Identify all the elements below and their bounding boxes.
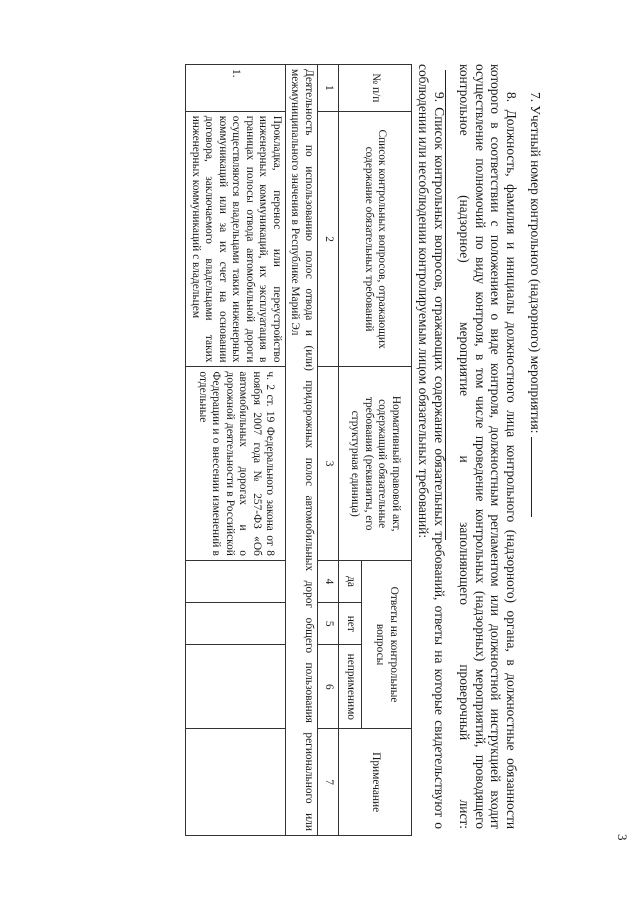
row-normative-act: ч. 2 ст. 19 Федерального закона от 8 ноября 2007 года № 257-ФЗ «Об автомобильных дорогах и о дорожной деятельности в Российской Федерации и о внесении изменений в отдельные — [186, 367, 286, 560]
page-number: 3 — [615, 834, 630, 841]
column-number-row — [318, 65, 339, 836]
item-8-text: 8. Должность, фамилия и инициалы должностного лица контрольного (надзорного) органа, в должностные обязанности которого в соответствии с положением о виде контроля, должностным регламентом или должностной инструкцией входит осуществление полномочий по виду контроля, в том числе проведение контрольных (надзорных) мероприятий, проводящего контрольное (надзорное) мероприятие и заполняющего проверочный лист: — [457, 64, 519, 829]
column-number: 2 — [318, 111, 339, 367]
answer-na-cell[interactable] — [186, 645, 286, 729]
header-note: Примечание — [339, 729, 412, 836]
header-question-list: Список контрольных вопросов, отражающих содержание обязательных требований — [339, 111, 412, 367]
column-number: 7 — [318, 729, 339, 836]
header-no: нет — [339, 603, 362, 645]
column-number: 4 — [318, 560, 339, 602]
row-question: Прокладка, перенос или переустройство инженерных коммуникаций, их эксплуатация в границах полосы отвода автомобильной дороги осуществляются владельцами таких инженерных коммуникаций или за их счет на основании договора, заключаемого владельцами таких инженерных коммуникаций с владельцем — [186, 111, 286, 367]
header-not-applicable: неприменимо — [339, 645, 362, 729]
item-7-blank-line[interactable] — [531, 437, 532, 517]
header-normative-act: Нормативный правовой акт, содержащий обязательные требования (реквизиты, его структурная единица) — [339, 367, 412, 560]
answer-no-cell[interactable] — [186, 603, 286, 645]
answer-yes-cell[interactable] — [186, 560, 286, 602]
header-answers: Ответы на контрольные вопросы — [362, 560, 412, 728]
item-7-text: 7. Учетный номер контрольного (надзорного) мероприятия: — [528, 92, 543, 434]
item-7-paragraph — [527, 92, 543, 562]
item-9-paragraph: 9. Список контрольных вопросов, отражающих содержание обязательных требований, ответы на которые свидетельствуют о соблюдении или несоблюдении контролируемым лицом обязательных требований: — [416, 64, 447, 829]
section-row — [286, 65, 318, 836]
checklist-table — [186, 64, 413, 836]
section-title: Деятельность по использованию полос отвода и (или) придорожных полос автомобильных дорог общего пользования регионального или межмуниципального значения в Республике Марий Эл — [286, 65, 318, 836]
column-number: 3 — [318, 367, 339, 560]
column-number: 1 — [318, 65, 339, 112]
column-number: 5 — [318, 603, 339, 645]
header-num: № п/п — [339, 65, 412, 112]
header-yes: да — [339, 560, 362, 602]
column-number: 6 — [318, 645, 339, 729]
note-cell[interactable] — [186, 729, 286, 836]
row-number: 1. — [186, 65, 286, 112]
item-8-paragraph — [442, 64, 520, 829]
table-row — [186, 65, 286, 836]
